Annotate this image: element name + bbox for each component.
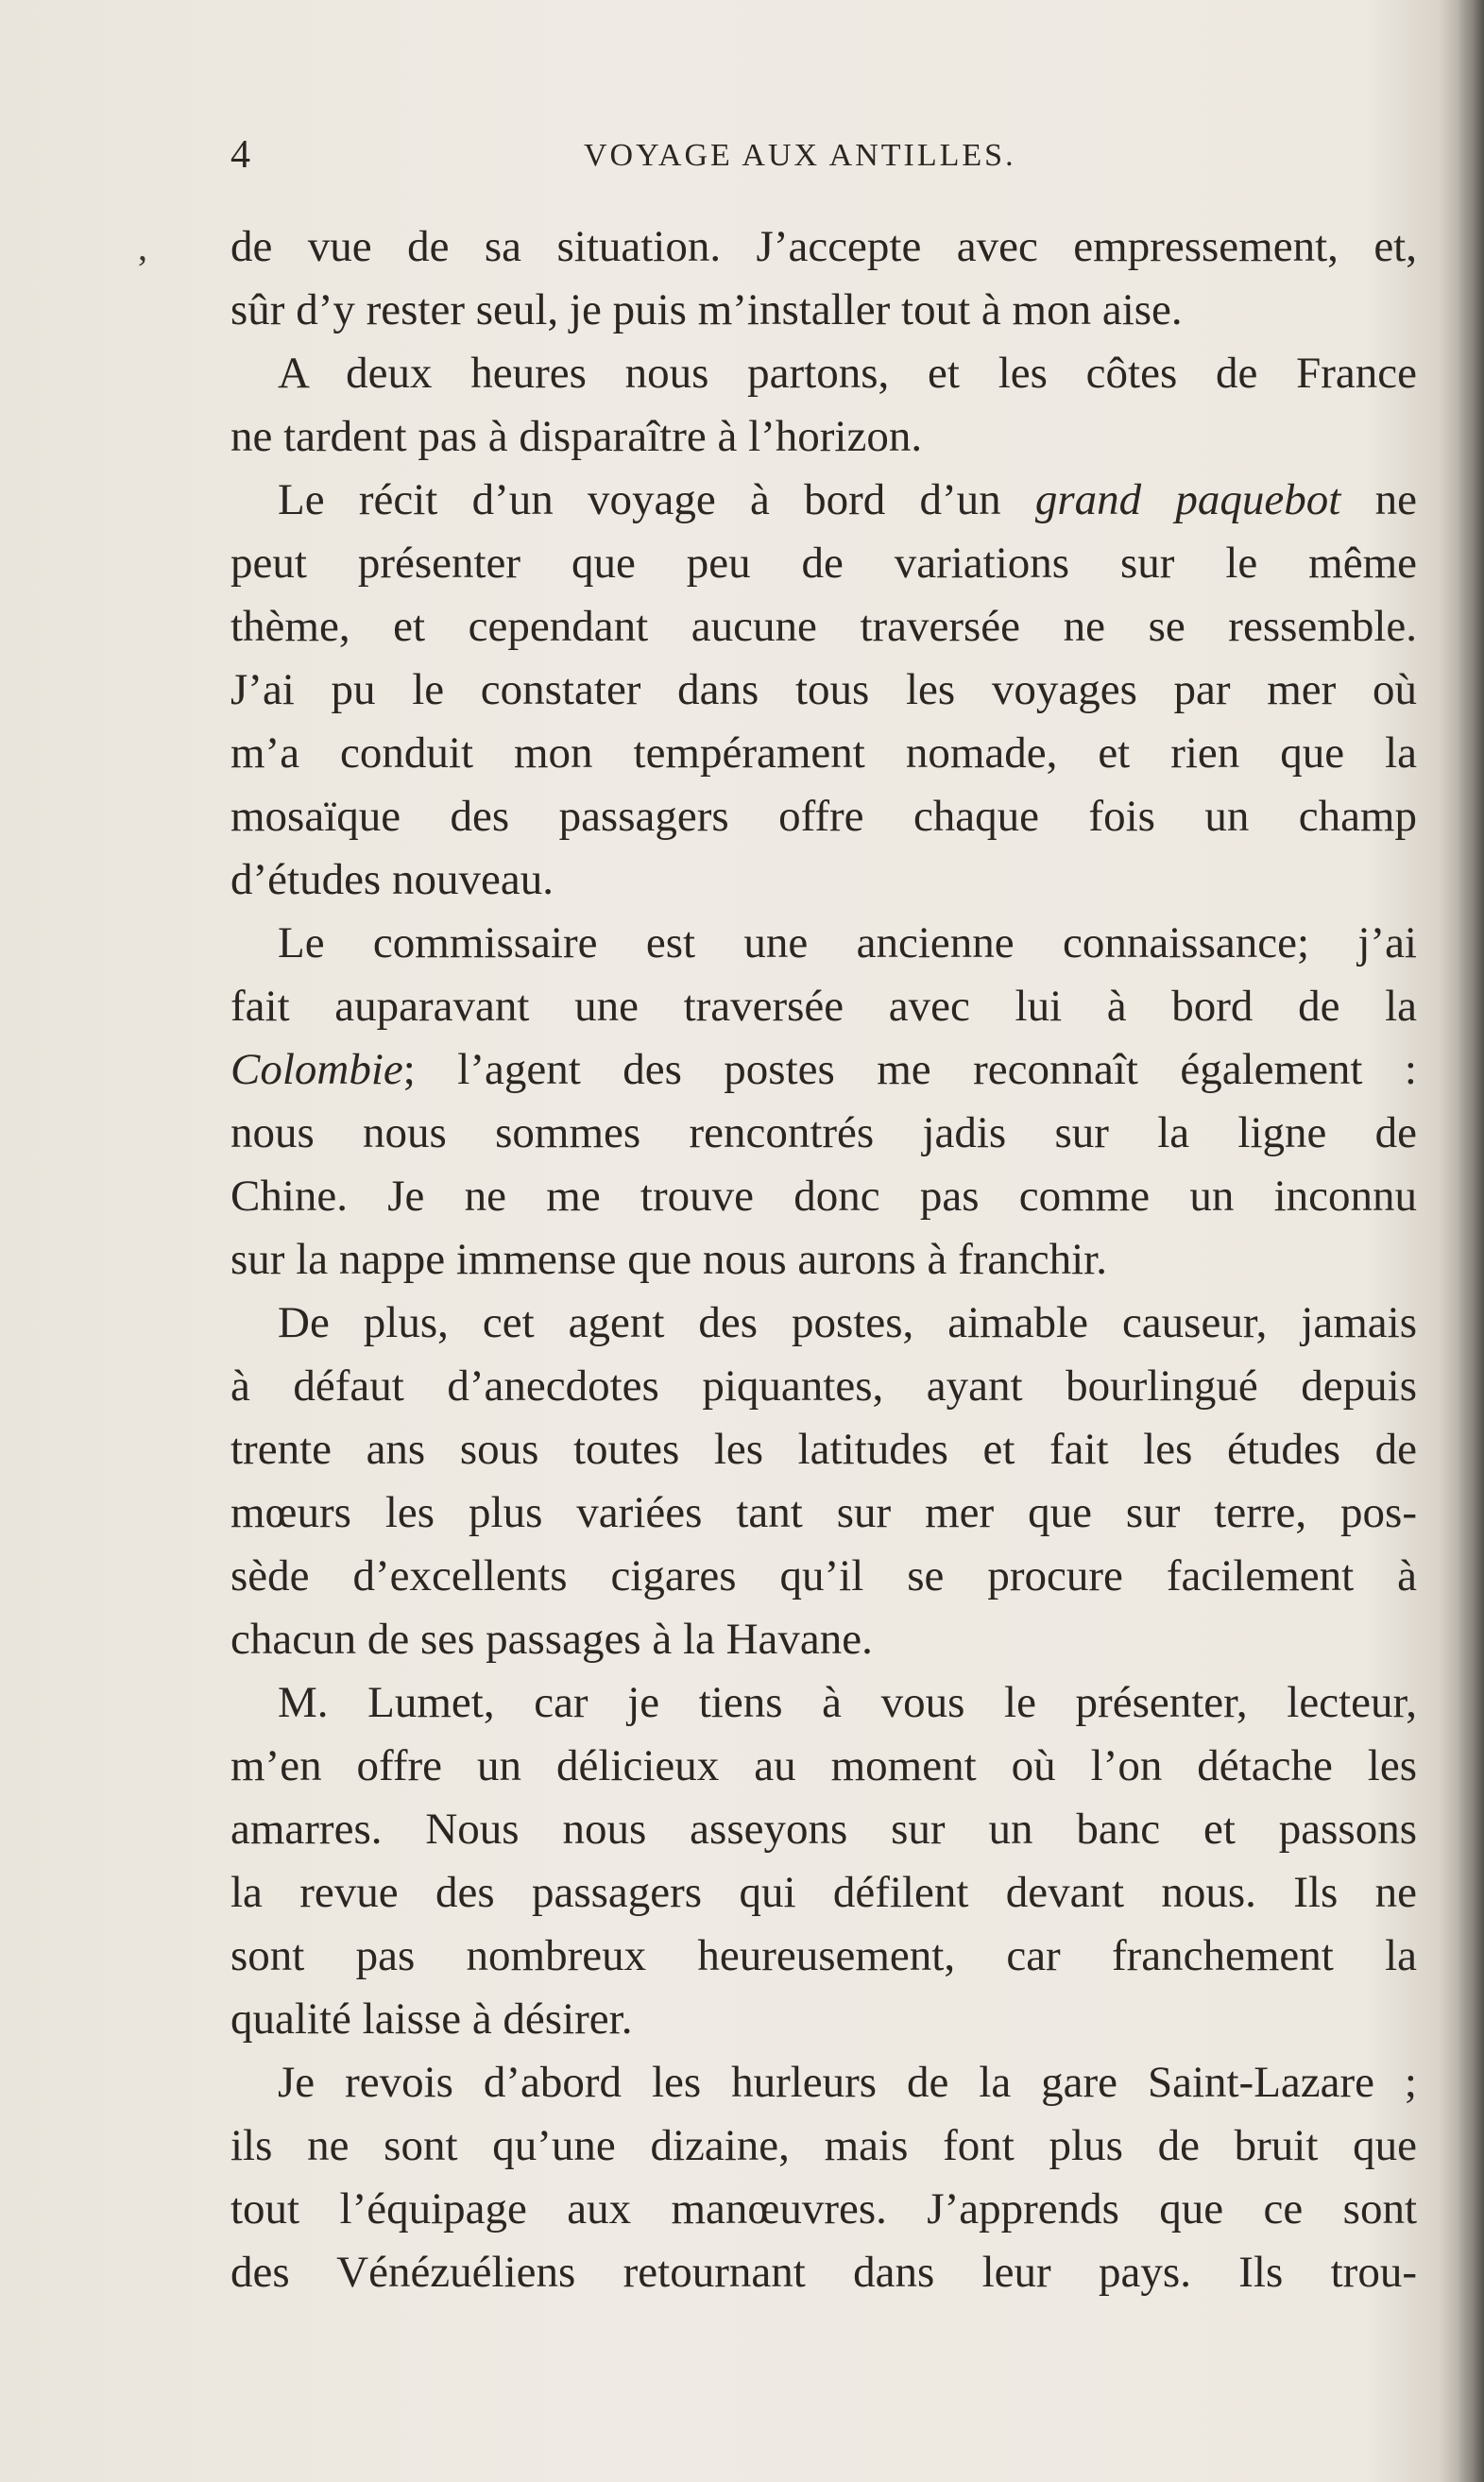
page-gutter-shadow (1458, 0, 1484, 2482)
text-line: sur la nappe immense que nous aurons à franchir. (230, 1235, 1107, 1284)
text-line: de vue de sa situation. J’accepte avec empressement, et, (230, 222, 1417, 271)
text-line: Le récit d’un voyage à bord d’un grand paquebot ne (278, 475, 1417, 524)
text-line: M. Lumet, car je tiens à vous le présenter, lecteur, (278, 1678, 1417, 1727)
text-line: chacun de ses passages à la Havane. (230, 1615, 873, 1664)
text-line: des Vénézuéliens retournant dans leur pays. Ils trou- (230, 2248, 1417, 2297)
text-line: sont pas nombreux heureusement, car franchement la (230, 1931, 1417, 1980)
text-line: ils ne sont qu’une dizaine, mais font plus de bruit que (230, 2121, 1417, 2170)
body-text (230, 215, 1417, 2304)
text-line: Le commissaire est une ancienne connaissance; j’ai (278, 918, 1417, 967)
text-line: ne tardent pas à disparaître à l’horizon. (230, 412, 923, 461)
text-line: thème, et cependant aucune traversée ne se ressemble. (230, 602, 1417, 651)
text-line: A deux heures nous partons, et les côtes de France (278, 349, 1417, 398)
page-number: 4 (230, 133, 250, 177)
text-line: De plus, cet agent des postes, aimable causeur, jamais (278, 1298, 1417, 1347)
text-line: nous nous sommes rencontrés jadis sur la ligne de (230, 1108, 1417, 1157)
text-line: Je revois d’abord les hurleurs de la gare Saint-Lazare ; (278, 2058, 1417, 2107)
text-line: amarres. Nous nous asseyons sur un banc et passons (230, 1805, 1417, 1854)
text-line: mosaïque des passagers offre chaque fois un champ (230, 792, 1417, 841)
text-line: mœurs les plus variées tant sur mer que sur terre, pos- (230, 1488, 1417, 1537)
running-title: VOYAGE AUX ANTILLES. (584, 138, 1016, 173)
italic-text: grand paquebot (1034, 475, 1341, 524)
text-line: à défaut d’anecdotes piquantes, ayant bourlingué depuis (230, 1361, 1417, 1411)
margin-mark: , (138, 226, 147, 268)
italic-text: Colombie (230, 1045, 403, 1094)
text-line: sède d’excellents cigares qu’il se procure facilement à (230, 1551, 1417, 1600)
text-line: Chine. Je ne me trouve donc pas comme un inconnu (230, 1172, 1417, 1221)
text-line: peut présenter que peu de variations sur le même (230, 539, 1417, 588)
text-line: tout l’équipage aux manœuvres. J’apprends que ce sont (230, 2184, 1417, 2234)
text-line: trente ans sous toutes les latitudes et fait les études de (230, 1425, 1417, 1474)
text-line: m’a conduit mon tempérament nomade, et rien que la (230, 728, 1417, 778)
text-line: qualité laisse à désirer. (230, 1994, 633, 2044)
text-line: J’ai pu le constater dans tous les voyages par mer où (230, 665, 1417, 714)
text-line: m’en offre un délicieux au moment où l’on détache les (230, 1741, 1417, 1790)
running-head (230, 132, 1417, 189)
text-line: sûr d’y rester seul, je puis m’installer tout à mon aise. (230, 285, 1183, 334)
text-line: fait auparavant une traversée avec lui à bord de la (230, 982, 1417, 1031)
text-line: d’études nouveau. (230, 855, 554, 904)
text-line: la revue des passagers qui défilent devant nous. Ils ne (230, 1868, 1417, 1917)
text-line: Colombie; l’agent des postes me reconnaît également : (230, 1045, 1417, 1094)
